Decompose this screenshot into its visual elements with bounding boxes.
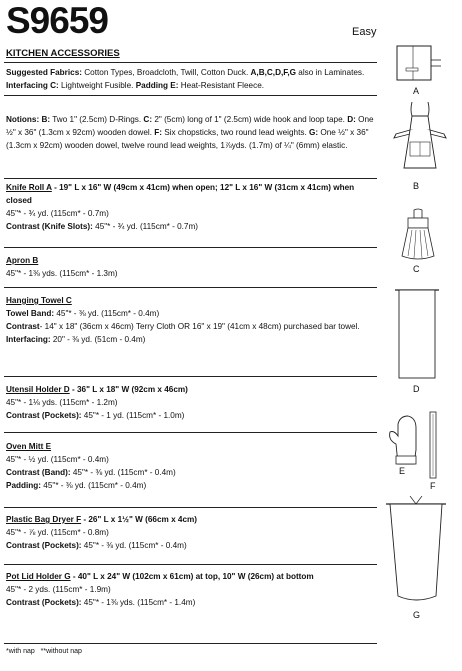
divider — [4, 507, 377, 508]
category-heading: KITCHEN ACCESSORIES — [6, 48, 120, 59]
section-bag-dryer: Plastic Bag Dryer F - 26" L x 1½" W (66cm x 4cm) 45"* - ⅞ yd. (115cm* - 0.8m) Contrast (Pockets): 45"* - ⅜ yd. (115cm* - 0.4m) — [6, 515, 198, 550]
pot-lid-holder-illustration — [384, 496, 450, 608]
divider — [4, 62, 377, 63]
view-label-b: B — [413, 181, 420, 191]
view-label-f: F — [430, 481, 436, 491]
view-label-a: A — [413, 86, 420, 96]
utensil-holder-illustration — [393, 286, 443, 382]
divider — [4, 432, 377, 433]
bag-dryer-illustration — [426, 410, 440, 480]
hanging-towel-illustration — [398, 208, 438, 262]
difficulty-level: Easy — [352, 26, 377, 38]
section-utensil-holder: Utensil Holder D - 36" L x 18" W (92cm x 46cm) 45"* - 1⅛ yds. (115cm* - 1.2m) Contrast (Pockets): 45"* - 1 yd. (115cm* - 1.0m) — [6, 385, 188, 420]
knife-roll-illustration — [393, 44, 443, 86]
oven-mitt-illustration — [384, 414, 424, 466]
divider — [4, 247, 377, 248]
divider — [4, 178, 377, 179]
suggested-fabrics: Suggested Fabrics: Cotton Types, Broadcloth, Twill, Cotton Duck. A,B,C,D,F,G also in Laminates. Interfacing C: Lightweight Fusible. Padding E: Heat-Resistant Fleece. — [6, 68, 365, 90]
divider — [4, 564, 377, 565]
view-label-e: E — [399, 466, 406, 476]
notions: Notions: B: Two 1" (2.5cm) D-Rings. C: 2" (5cm) long of 1" (2.5cm) wide hook and loop tape. D: One ½" x 36" (1.3cm x 92cm) wooden dowel. F: Six chopsticks, two round lead weights. G: One ½" x 36" (1.3cm x 92cm) wooden dowel, twelve round lead weights, 1⅞yds. (1.7m) of ¼" (6mm) elastic. — [6, 115, 374, 150]
apron-illustration — [390, 100, 450, 172]
footnote: *with nap **without nap — [6, 648, 82, 655]
section-apron: Apron B 45"* - 1⅜ yds. (115cm* - 1.3m) — [6, 256, 118, 278]
view-label-c: C — [413, 264, 420, 274]
section-oven-mitt: Oven Mitt E 45"* - ½ yd. (115cm* - 0.4m) Contrast (Band): 45"* - ⅜ yd. (115cm* - 0.4m) Padding: 45"* - ⅜ yd. (115cm* - 0.4m) — [6, 442, 176, 490]
pattern-number: S9659 — [6, 0, 108, 41]
divider — [4, 643, 377, 644]
divider — [4, 287, 377, 288]
section-hanging-towel: Hanging Towel C Towel Band: 45"* - ⅜ yd. (115cm* - 0.4m) Contrast- 14" x 18" (36cm x 46cm) Terry Cloth OR 16" x 19" (41cm x 48cm) purchased bar towel. Interfacing: 20" - ⅜ yd. (51cm - 0.4m) — [6, 296, 360, 344]
divider — [4, 376, 377, 377]
divider — [4, 95, 377, 96]
view-label-d: D — [413, 384, 420, 394]
section-knife-roll: Knife Roll A - 19" L x 16" W (49cm x 41cm) when open; 12" L x 16" W (31cm x 41cm) when closed 45"* - ¾ yd. (115cm* - 0.7m) Contrast (Knife Slots): 45"* - ¾ yd. (115cm* - 0.7m) — [6, 183, 355, 231]
section-pot-lid-holder: Pot Lid Holder G - 40" L x 24" W (102cm x 61cm) at top, 10" W (26cm) at bottom 45"* - 2 yds. (115cm* - 1.9m) Contrast (Pockets): 45"* - 1⅜ yds. (115cm* - 1.4m) — [6, 572, 314, 607]
view-label-g: G — [413, 610, 421, 620]
